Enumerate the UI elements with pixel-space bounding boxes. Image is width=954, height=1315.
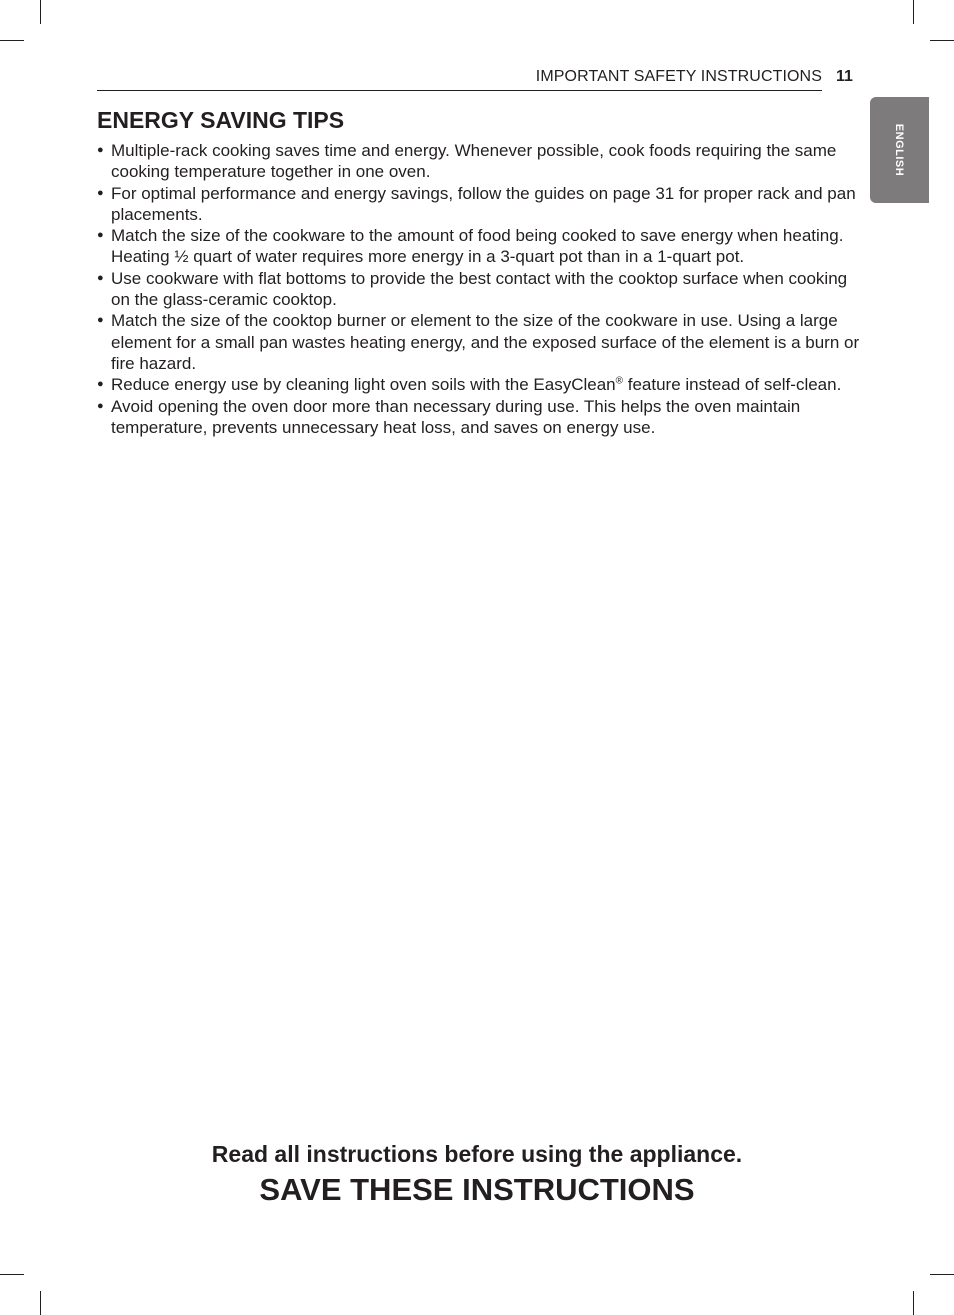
tip-text: Use cookware with flat bottoms to provide the best contact with the cooktop surface when cooking on the glass-ceramic cooktop. [111,268,848,310]
crop-mark [0,40,24,41]
bullet-icon: ● [97,229,104,242]
bullet-icon: ● [97,271,104,284]
crop-mark [913,1291,914,1315]
running-header [97,60,822,91]
bullet-icon: ● [97,399,104,412]
tip-text: For optimal performance and energy savings, follow the guides on page 31 for proper rack and pan placements. [111,183,856,224]
tip-text: Multiple-rack cooking saves time and energy. Whenever possible, cook foods requiring the same cooking temperature together in one oven. [111,141,837,182]
footer-read-instructions: Read all instructions before using the appliance. [211,1141,743,1167]
crop-mark [0,1274,24,1275]
list-item [97,140,862,183]
list-item [97,225,862,268]
list-item [97,183,862,226]
header-title: IMPORTANT SAFETY INSTRUCTIONS [535,68,822,85]
bullet-icon: ● [97,378,104,391]
language-tab-label: ENGLISH [893,123,905,177]
page-number: 11 [836,68,853,85]
list-item [97,268,862,311]
bullet-icon: ● [97,186,104,199]
tip-text [111,375,841,394]
language-tab [870,97,929,203]
bullet-icon: ● [97,144,104,156]
tip-text-after: feature instead of self-clean. [623,375,842,395]
crop-mark [913,0,914,24]
section-title: ENERGY SAVING TIPS [97,107,345,133]
crop-mark [930,1274,954,1275]
footer-save-instructions: SAVE THESE INSTRUCTIONS [259,1172,695,1207]
registered-mark: ® [615,375,624,387]
list-item [97,374,862,395]
bullet-icon: ● [97,314,104,327]
tip-text: Avoid opening the oven door more than necessary during use. This helps the oven maintain temperature, prevents unnecessary heat loss, and saves on energy use. [111,396,801,437]
tip-text-before: Reduce energy use by cleaning light oven soils with the EasyClean [111,375,616,395]
list-item [97,310,862,374]
energy-tips-list [97,140,862,438]
tip-text: Match the size of the cooktop burner or element to the size of the cookware in use. Using a large element for a small pan wastes heating energy, and the exposed surface of the element is a burn or fire hazard. [111,311,860,373]
crop-mark [40,1291,41,1315]
crop-mark [40,0,41,24]
tip-text: Match the size of the cookware to the amount of food being cooked to save energy when heating. Heating ½ quart of water requires more energy in a 3-quart pot than in a 1-quart pot. [111,226,844,267]
crop-mark [930,40,954,41]
list-item [97,396,862,439]
